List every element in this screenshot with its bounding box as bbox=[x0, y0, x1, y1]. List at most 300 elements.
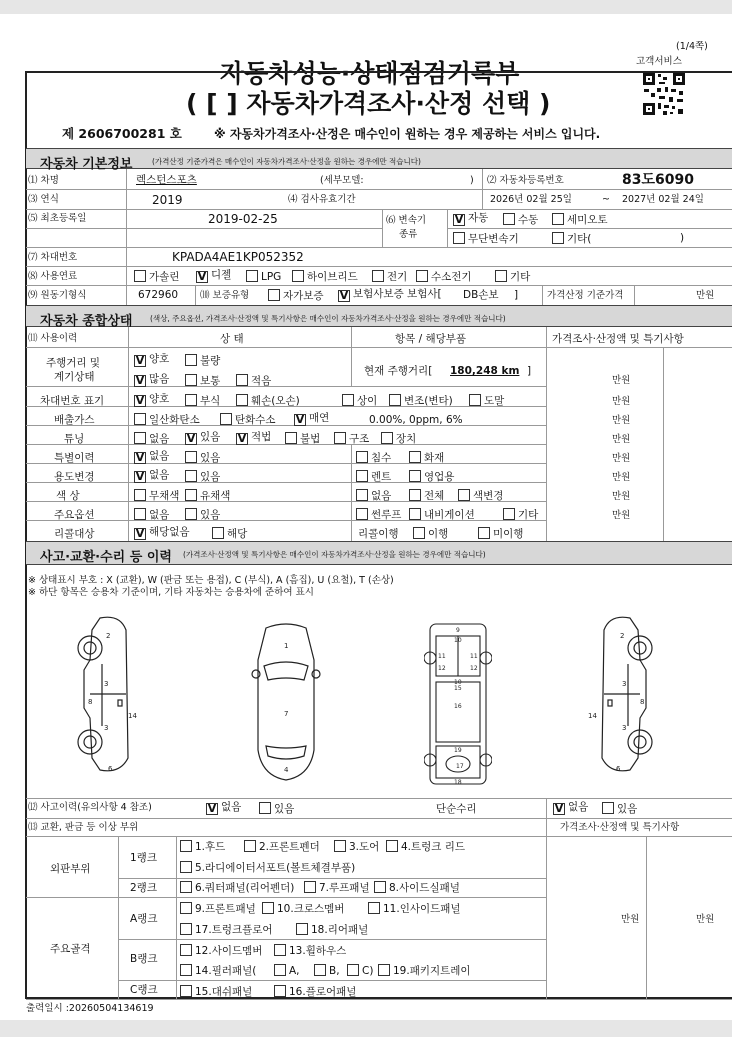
recall-label: 리콜대상 bbox=[54, 528, 95, 540]
car-name-value: 렉스턴스포츠 bbox=[136, 174, 197, 186]
tuning-legal-option[interactable]: V 적법 bbox=[237, 431, 272, 445]
outer-panel-label: 외판부위 bbox=[50, 863, 91, 875]
checked-box-icon: V bbox=[554, 802, 564, 815]
flood-option[interactable]: 침수 bbox=[356, 451, 391, 464]
svg-text:3: 3 bbox=[622, 680, 627, 688]
hc-option[interactable]: 탄화수소 bbox=[220, 413, 276, 426]
price-column-header: 가격조사·산정액 및 특기사항 bbox=[552, 333, 684, 345]
part-17-option[interactable]: 17.트렁크플로어 bbox=[180, 923, 273, 936]
divider bbox=[176, 836, 177, 999]
checkbox-icon bbox=[180, 923, 192, 935]
transmission-label: ⑹ 변속기 bbox=[386, 215, 427, 226]
svg-text:11: 11 bbox=[470, 653, 478, 660]
basic-info-note: (가격산정 기준가격은 매수인이 자동차가격조사·산정을 원하는 경우에만 적습니다) bbox=[152, 157, 421, 166]
part-15-option[interactable]: 15.대쉬패널 bbox=[180, 985, 252, 998]
smoke-option[interactable]: V 매연 bbox=[295, 412, 330, 426]
odometer-value: 180,248 km bbox=[450, 365, 520, 377]
checkbox-icon bbox=[296, 923, 308, 935]
checkbox-icon bbox=[274, 944, 286, 956]
first-reg-value: 2019-02-25 bbox=[208, 212, 278, 226]
checked-box-icon: V bbox=[237, 432, 247, 445]
divider bbox=[26, 228, 382, 229]
document-number: 제 2606700281 호 bbox=[62, 126, 182, 141]
checkbox-icon bbox=[180, 964, 192, 976]
emission-values: 0.00%, 0ppm, 6% bbox=[369, 414, 463, 426]
year-value: 2019 bbox=[152, 193, 183, 207]
exchange-price-header: 가격조사·산정액 및 특기사항 bbox=[560, 822, 680, 833]
checkbox-icon bbox=[185, 470, 197, 482]
checkbox-icon bbox=[236, 374, 248, 386]
part-11-option[interactable]: 11.인사이드패널 bbox=[368, 902, 461, 915]
major-frame-label: 주요골격 bbox=[50, 943, 91, 955]
svg-text:6: 6 bbox=[108, 765, 113, 773]
recall-done-option[interactable]: 이행 bbox=[413, 527, 448, 540]
special-exist-option[interactable]: 있음 bbox=[185, 451, 220, 464]
svg-text:12: 12 bbox=[438, 665, 446, 672]
fuel-hybrid-option[interactable]: 하이브리드 bbox=[292, 270, 358, 283]
part-6-option[interactable]: 6.쿼터패널(리어펜더) bbox=[180, 881, 294, 894]
checkbox-icon bbox=[185, 451, 197, 463]
checkbox-icon bbox=[334, 432, 346, 444]
tuning-label: 튜닝 bbox=[64, 433, 85, 445]
svg-text:9: 9 bbox=[456, 627, 460, 634]
svg-text:3: 3 bbox=[104, 680, 109, 688]
part-19-option[interactable]: 19.패키지트레이 bbox=[378, 964, 471, 977]
checkbox-icon bbox=[185, 374, 197, 386]
warranty-company: DB손보 bbox=[463, 289, 499, 301]
color-change-option[interactable]: 색변경 bbox=[458, 489, 503, 502]
part-18-option[interactable]: 18.리어패널 bbox=[296, 923, 368, 936]
engine-value: 672960 bbox=[138, 289, 179, 301]
vin-mark-label: 차대번호 표기 bbox=[40, 395, 105, 407]
service-notice: ※ 자동차가격조사·산정은 매수인이 원하는 경우 제공하는 서비스 입니다. bbox=[214, 127, 601, 141]
checkbox-icon bbox=[292, 270, 304, 282]
svg-text:14: 14 bbox=[128, 712, 137, 720]
divider bbox=[26, 247, 732, 248]
trans-other-close: ) bbox=[680, 232, 685, 244]
checked-box-icon: V bbox=[339, 289, 349, 302]
frame-price-unit-2: 만원 bbox=[696, 914, 715, 925]
checkbox-icon bbox=[285, 432, 297, 444]
checkbox-icon bbox=[381, 432, 393, 444]
svg-text:7: 7 bbox=[284, 710, 289, 718]
co-option[interactable]: 일산화탄소 bbox=[134, 413, 200, 426]
sunroof-option[interactable]: 썬루프 bbox=[356, 508, 401, 521]
svg-text:4: 4 bbox=[284, 766, 289, 774]
divider bbox=[646, 836, 647, 999]
checked-box-icon: V bbox=[135, 470, 145, 483]
divider bbox=[546, 836, 547, 999]
part-1-option[interactable]: 1.후드 bbox=[180, 840, 225, 853]
divider bbox=[26, 285, 732, 286]
simple-none-option[interactable]: V 없음 bbox=[554, 801, 589, 815]
purpose-change-label: 용도변경 bbox=[54, 471, 95, 483]
checkbox-icon bbox=[180, 861, 192, 873]
checked-box-icon: V bbox=[197, 270, 207, 283]
state-column-header: 상 태 bbox=[220, 333, 244, 345]
checkbox-icon bbox=[552, 232, 564, 244]
overall-status-title: 자동차 종합상태 bbox=[40, 314, 133, 329]
checked-box-icon: V bbox=[295, 413, 305, 426]
car-left-side-diagram bbox=[70, 608, 144, 780]
svg-text:3: 3 bbox=[104, 724, 109, 732]
checked-box-icon: V bbox=[135, 394, 145, 407]
vin-price-unit: 만원 bbox=[612, 396, 631, 407]
checkbox-icon bbox=[409, 489, 421, 501]
checkbox-icon bbox=[503, 213, 515, 225]
checkbox-icon bbox=[374, 881, 386, 893]
vin-alter-option[interactable]: 변조(변타) bbox=[389, 394, 453, 407]
vin-rust-option[interactable]: 부식 bbox=[185, 394, 220, 407]
part-3-option[interactable]: 3.도어 bbox=[334, 840, 379, 853]
color-chromatic-option[interactable]: 유채색 bbox=[185, 489, 230, 502]
car-name-label: ⑴ 차명 bbox=[28, 175, 59, 186]
options-label: 주요옵션 bbox=[54, 509, 95, 521]
checkbox-icon bbox=[180, 902, 192, 914]
checkbox-icon bbox=[134, 508, 146, 520]
divider bbox=[26, 463, 546, 464]
divider bbox=[663, 347, 664, 555]
odo-good-option[interactable]: V 양호 bbox=[135, 353, 170, 367]
inspect-to: 2027년 02월 24일 bbox=[622, 194, 704, 205]
svg-text:2: 2 bbox=[106, 632, 111, 640]
divider bbox=[546, 798, 547, 836]
vin-damage-option[interactable]: 훼손(오손) bbox=[236, 394, 300, 407]
divider bbox=[26, 347, 732, 348]
svg-text:14: 14 bbox=[588, 712, 597, 720]
divider bbox=[447, 209, 448, 247]
checked-box-icon: V bbox=[454, 213, 464, 226]
checkbox-icon bbox=[409, 470, 421, 482]
part-14a-option[interactable]: A, bbox=[274, 964, 300, 977]
print-timestamp: 출력일시 :20260504134619 bbox=[26, 1003, 154, 1014]
tuning-exist-option[interactable]: V 있음 bbox=[186, 431, 221, 445]
mileage-few-option[interactable]: 적음 bbox=[236, 374, 271, 387]
trans-semi-option[interactable]: 세미오토 bbox=[552, 213, 608, 226]
rankC-label: C랭크 bbox=[130, 984, 158, 996]
exchange-label: ⒀ 교환, 판금 등 이상 부위 bbox=[28, 822, 139, 833]
divider bbox=[482, 169, 483, 209]
fuel-etc-option[interactable]: 기타 bbox=[495, 270, 530, 283]
checkbox-icon bbox=[212, 527, 224, 539]
accident-exist-option[interactable]: 있음 bbox=[259, 802, 294, 815]
fuel-diesel-option[interactable]: V 디젤 bbox=[197, 269, 232, 283]
svg-text:16: 16 bbox=[454, 703, 462, 710]
odometer-price-unit: 만원 bbox=[612, 375, 631, 386]
basic-info-header bbox=[26, 148, 732, 172]
part-9-option[interactable]: 9.프론트패널 bbox=[180, 902, 256, 915]
checkbox-icon bbox=[268, 289, 280, 301]
warranty-insurance-option[interactable]: V 보험사보증 보험사[ bbox=[339, 288, 442, 302]
svg-text:11: 11 bbox=[438, 653, 446, 660]
color-full-option[interactable]: 전체 bbox=[409, 489, 444, 502]
checkbox-icon bbox=[134, 413, 146, 425]
usage-history-label: ⑾ 사용이력 bbox=[28, 333, 78, 344]
checkbox-icon bbox=[469, 394, 481, 406]
part-13-option[interactable]: 13.휠하우스 bbox=[274, 944, 346, 957]
checkbox-icon bbox=[259, 802, 271, 814]
divider bbox=[26, 836, 732, 837]
basic-info-title: 자동차 기본정보 bbox=[40, 157, 133, 172]
divider bbox=[634, 285, 635, 305]
fuel-lpg-option[interactable]: LPG bbox=[246, 270, 281, 283]
checkbox-icon bbox=[334, 840, 346, 852]
svg-text:15: 15 bbox=[454, 685, 462, 692]
part-14-option[interactable]: 14.필러패널( bbox=[180, 964, 256, 977]
checkbox-icon bbox=[356, 489, 368, 501]
checkbox-icon bbox=[274, 964, 286, 976]
price-base-unit: 만원 bbox=[696, 290, 715, 301]
vin-stolen-option[interactable]: 도말 bbox=[469, 394, 504, 407]
odo-bad-option[interactable]: 불량 bbox=[185, 354, 220, 367]
tuning-device-option[interactable]: 장치 bbox=[381, 432, 416, 445]
checkbox-icon bbox=[304, 881, 316, 893]
inspect-tilde: ~ bbox=[602, 194, 610, 205]
checkbox-icon bbox=[180, 840, 192, 852]
tuning-none-option[interactable]: 없음 bbox=[134, 432, 169, 445]
warranty-close: ] bbox=[514, 289, 519, 301]
checkbox-icon bbox=[180, 881, 192, 893]
tuning-price-unit: 만원 bbox=[612, 434, 631, 445]
checkbox-icon bbox=[185, 354, 197, 366]
tuning-structure-option[interactable]: 구조 bbox=[334, 432, 369, 445]
checked-box-icon: V bbox=[135, 354, 145, 367]
mileage-normal-option[interactable]: 보통 bbox=[185, 374, 220, 387]
first-reg-label: ⑸ 최초등록일 bbox=[28, 213, 87, 224]
accident-history-label: ⑿ 사고이력(유의사항 4 참조) bbox=[28, 802, 152, 813]
options-price-unit: 만원 bbox=[612, 510, 631, 521]
trans-manual-option[interactable]: 수동 bbox=[503, 213, 538, 226]
part-12-option[interactable]: 12.사이드멤버 bbox=[180, 944, 262, 957]
divider bbox=[26, 482, 546, 483]
divider bbox=[118, 980, 546, 981]
purpose-exist-option[interactable]: 있음 bbox=[185, 470, 220, 483]
svg-text:8: 8 bbox=[640, 698, 645, 706]
fuel-hydrogen-option[interactable]: 수소전기 bbox=[416, 270, 472, 283]
checkbox-icon bbox=[416, 270, 428, 282]
legend-line-2: ※ 하단 항목은 승용차 기준이며, 기타 자동차는 승용차에 준하여 표시 bbox=[28, 587, 314, 598]
inspect-label: ⑷ 검사유효기간 bbox=[288, 194, 356, 205]
divider bbox=[447, 228, 732, 229]
checkbox-icon bbox=[378, 964, 390, 976]
svg-text:17: 17 bbox=[456, 763, 464, 770]
checkbox-icon bbox=[552, 213, 564, 225]
svg-text:6: 6 bbox=[616, 765, 621, 773]
part-14c-option[interactable]: C) bbox=[347, 964, 373, 977]
divider bbox=[26, 897, 546, 898]
odometer-close: ] bbox=[527, 365, 532, 377]
checkbox-icon bbox=[386, 840, 398, 852]
special-none-option[interactable]: V 없음 bbox=[135, 450, 170, 464]
warranty-self-option[interactable]: 자가보증 bbox=[268, 289, 324, 302]
divider bbox=[26, 189, 732, 190]
checkbox-icon bbox=[236, 394, 248, 406]
checkbox-icon bbox=[356, 451, 368, 463]
trans-auto-option[interactable]: V 자동 bbox=[454, 212, 489, 226]
checkbox-icon bbox=[220, 413, 232, 425]
part-5-option[interactable]: 5.라디에이터서포트(볼트체결부품) bbox=[180, 861, 355, 874]
checkbox-icon bbox=[372, 270, 384, 282]
checked-box-icon: V bbox=[207, 802, 217, 815]
checkbox-icon bbox=[134, 270, 146, 282]
trans-cvt-option[interactable]: 무단변속기 bbox=[453, 232, 519, 245]
divider bbox=[26, 818, 732, 819]
rank1-label: 1랭크 bbox=[130, 852, 157, 864]
color-achromatic-option[interactable]: 무채색 bbox=[134, 489, 179, 502]
odometer-current-label: 현재 주행거리[ bbox=[364, 365, 433, 377]
vin-good-option[interactable]: V 양호 bbox=[135, 393, 170, 407]
checkbox-icon bbox=[134, 489, 146, 501]
checkbox-icon bbox=[356, 470, 368, 482]
checkbox-icon bbox=[602, 802, 614, 814]
divider bbox=[351, 327, 352, 386]
checkbox-icon bbox=[274, 985, 286, 997]
engine-label: ⑼ 원동기형식 bbox=[28, 290, 87, 301]
divider bbox=[118, 836, 119, 999]
accident-history-header bbox=[26, 541, 732, 565]
legend-line-1: ※ 상태표시 부호 : X (교환), W (판금 또는 용접), C (부식), A (흠집), U (요철), T (손상) bbox=[28, 575, 394, 586]
part-10-option[interactable]: 10.크로스멤버 bbox=[262, 902, 344, 915]
svg-text:19: 19 bbox=[454, 747, 462, 754]
fuel-electric-option[interactable]: 전기 bbox=[372, 270, 407, 283]
divider bbox=[26, 798, 732, 799]
overall-status-header bbox=[26, 305, 732, 327]
rent-option[interactable]: 렌트 bbox=[356, 470, 391, 483]
color-none-option[interactable]: 없음 bbox=[356, 489, 391, 502]
recall-yes-option[interactable]: 해당 bbox=[212, 527, 247, 540]
vin-label: ⑺ 차대번호 bbox=[28, 252, 78, 263]
purpose-price-unit: 만원 bbox=[612, 472, 631, 483]
accident-history-note: (가격조사·산정액 및 특기사항은 매수인이 자동차가격조사·산정을 원하는 경우에만 적습니다) bbox=[183, 550, 486, 559]
checked-box-icon: V bbox=[135, 527, 145, 540]
business-option[interactable]: 영업용 bbox=[409, 470, 454, 483]
checkbox-icon bbox=[314, 964, 326, 976]
divider bbox=[195, 285, 196, 305]
part-14b-option[interactable]: B, bbox=[314, 964, 340, 977]
divider bbox=[26, 999, 732, 1000]
navigation-option[interactable]: 내비게이션 bbox=[409, 508, 475, 521]
odometer-label: 주행거리 및 bbox=[46, 357, 101, 369]
divider bbox=[26, 386, 546, 387]
tuning-illegal-option[interactable]: 불법 bbox=[285, 432, 320, 445]
checked-box-icon: V bbox=[135, 374, 145, 387]
page-number: (1/4쪽) bbox=[676, 41, 708, 52]
fuel-gasoline-option[interactable]: 가솔린 bbox=[134, 270, 179, 283]
checkbox-icon bbox=[262, 902, 274, 914]
accident-history-title: 사고·교환·수리 등 이력 bbox=[40, 550, 172, 565]
svg-text:10: 10 bbox=[454, 637, 462, 644]
divider bbox=[26, 209, 732, 210]
part-16-option[interactable]: 16.플로어패널 bbox=[274, 985, 356, 998]
options-etc-option[interactable]: 기타 bbox=[503, 508, 538, 521]
divider bbox=[128, 327, 129, 555]
special-price-unit: 만원 bbox=[612, 453, 631, 464]
part-7-option[interactable]: 7.루프패널 bbox=[304, 881, 370, 894]
document-page bbox=[0, 14, 732, 1020]
checkbox-icon bbox=[180, 985, 192, 997]
checkbox-icon bbox=[453, 232, 465, 244]
simple-exist-option[interactable]: 있음 bbox=[602, 802, 637, 815]
fuel-label: ⑻ 사용연료 bbox=[28, 271, 78, 282]
vin-value: KPADA4AE1KP052352 bbox=[172, 250, 304, 264]
svg-text:8: 8 bbox=[88, 698, 93, 706]
part-4-option[interactable]: 4.트렁크 리드 bbox=[386, 840, 465, 853]
transmission-label-2: 종류 bbox=[399, 229, 418, 240]
car-frame-diagram bbox=[424, 618, 492, 788]
overall-status-note: (색상, 주요옵션, 가격조사·산정액 및 특기사항은 매수인이 자동차가격조사·산정을 원하는 경우에만 적습니다) bbox=[150, 314, 506, 323]
checkbox-icon bbox=[180, 944, 192, 956]
checkbox-icon bbox=[495, 270, 507, 282]
car-top-diagram bbox=[246, 620, 326, 784]
divider bbox=[118, 939, 546, 940]
recall-done-label: 리콜이행 bbox=[358, 528, 399, 540]
customer-service-label: 고객서비스 bbox=[636, 56, 682, 67]
checkbox-icon bbox=[413, 527, 425, 539]
checkbox-icon bbox=[478, 527, 490, 539]
divider bbox=[118, 878, 546, 879]
trans-other-option[interactable]: 기타( bbox=[552, 232, 591, 245]
options-none-option[interactable]: 없음 bbox=[134, 508, 169, 521]
document-title: 자동차성능·상태점검기록부 bbox=[220, 59, 520, 88]
emission-price-unit: 만원 bbox=[612, 415, 631, 426]
warranty-label: ⑽ 보증유형 bbox=[200, 290, 250, 301]
fire-option[interactable]: 화재 bbox=[409, 451, 444, 464]
year-label: ⑶ 연식 bbox=[28, 194, 59, 205]
color-price-unit: 만원 bbox=[612, 491, 631, 502]
checkbox-icon bbox=[503, 508, 515, 520]
odometer-label-2: 계기상태 bbox=[54, 371, 95, 383]
checkbox-icon bbox=[409, 508, 421, 520]
checkbox-icon bbox=[389, 394, 401, 406]
vin-diff-option[interactable]: 상이 bbox=[342, 394, 377, 407]
divider bbox=[26, 266, 732, 267]
checkbox-icon bbox=[185, 508, 197, 520]
rank2-label: 2랭크 bbox=[130, 882, 157, 894]
detail-model-close: ) bbox=[470, 175, 474, 186]
svg-text:1: 1 bbox=[284, 642, 289, 650]
inspect-from: 2026년 02월 25일 bbox=[490, 194, 572, 205]
checkbox-icon bbox=[185, 394, 197, 406]
rankA-label: A랭크 bbox=[130, 913, 158, 925]
divider bbox=[542, 285, 543, 305]
recall-not-option[interactable]: 미이행 bbox=[478, 527, 523, 540]
svg-text:12: 12 bbox=[470, 665, 478, 672]
mileage-many-option[interactable]: V 많음 bbox=[135, 373, 170, 387]
part-8-option[interactable]: 8.사이드실패널 bbox=[374, 881, 460, 894]
divider bbox=[351, 444, 352, 555]
simple-repair-label: 단순수리 bbox=[436, 803, 477, 815]
svg-text:10: 10 bbox=[454, 679, 462, 686]
reg-no-label: ⑵ 자동차등록번호 bbox=[487, 175, 564, 186]
checkbox-icon bbox=[409, 451, 421, 463]
special-history-label: 특별이력 bbox=[54, 452, 95, 464]
detail-model-label: (세부모델: bbox=[320, 175, 364, 186]
accident-none-option[interactable]: V 없음 bbox=[207, 801, 242, 815]
item-column-header: 항목 / 해당부품 bbox=[395, 333, 467, 345]
checked-box-icon: V bbox=[186, 432, 196, 445]
recall-na-option[interactable]: V 해당없음 bbox=[135, 526, 190, 540]
checkbox-icon bbox=[368, 902, 380, 914]
frame-price-unit-1: 만원 bbox=[621, 914, 640, 925]
svg-text:2: 2 bbox=[620, 632, 625, 640]
part-2-option[interactable]: 2.프론트펜더 bbox=[244, 840, 320, 853]
purpose-none-option[interactable]: V 없음 bbox=[135, 469, 170, 483]
options-exist-option[interactable]: 있음 bbox=[185, 508, 220, 521]
checkbox-icon bbox=[342, 394, 354, 406]
checkbox-icon bbox=[347, 964, 359, 976]
checkbox-icon bbox=[134, 432, 146, 444]
color-label: 색 상 bbox=[56, 490, 80, 502]
